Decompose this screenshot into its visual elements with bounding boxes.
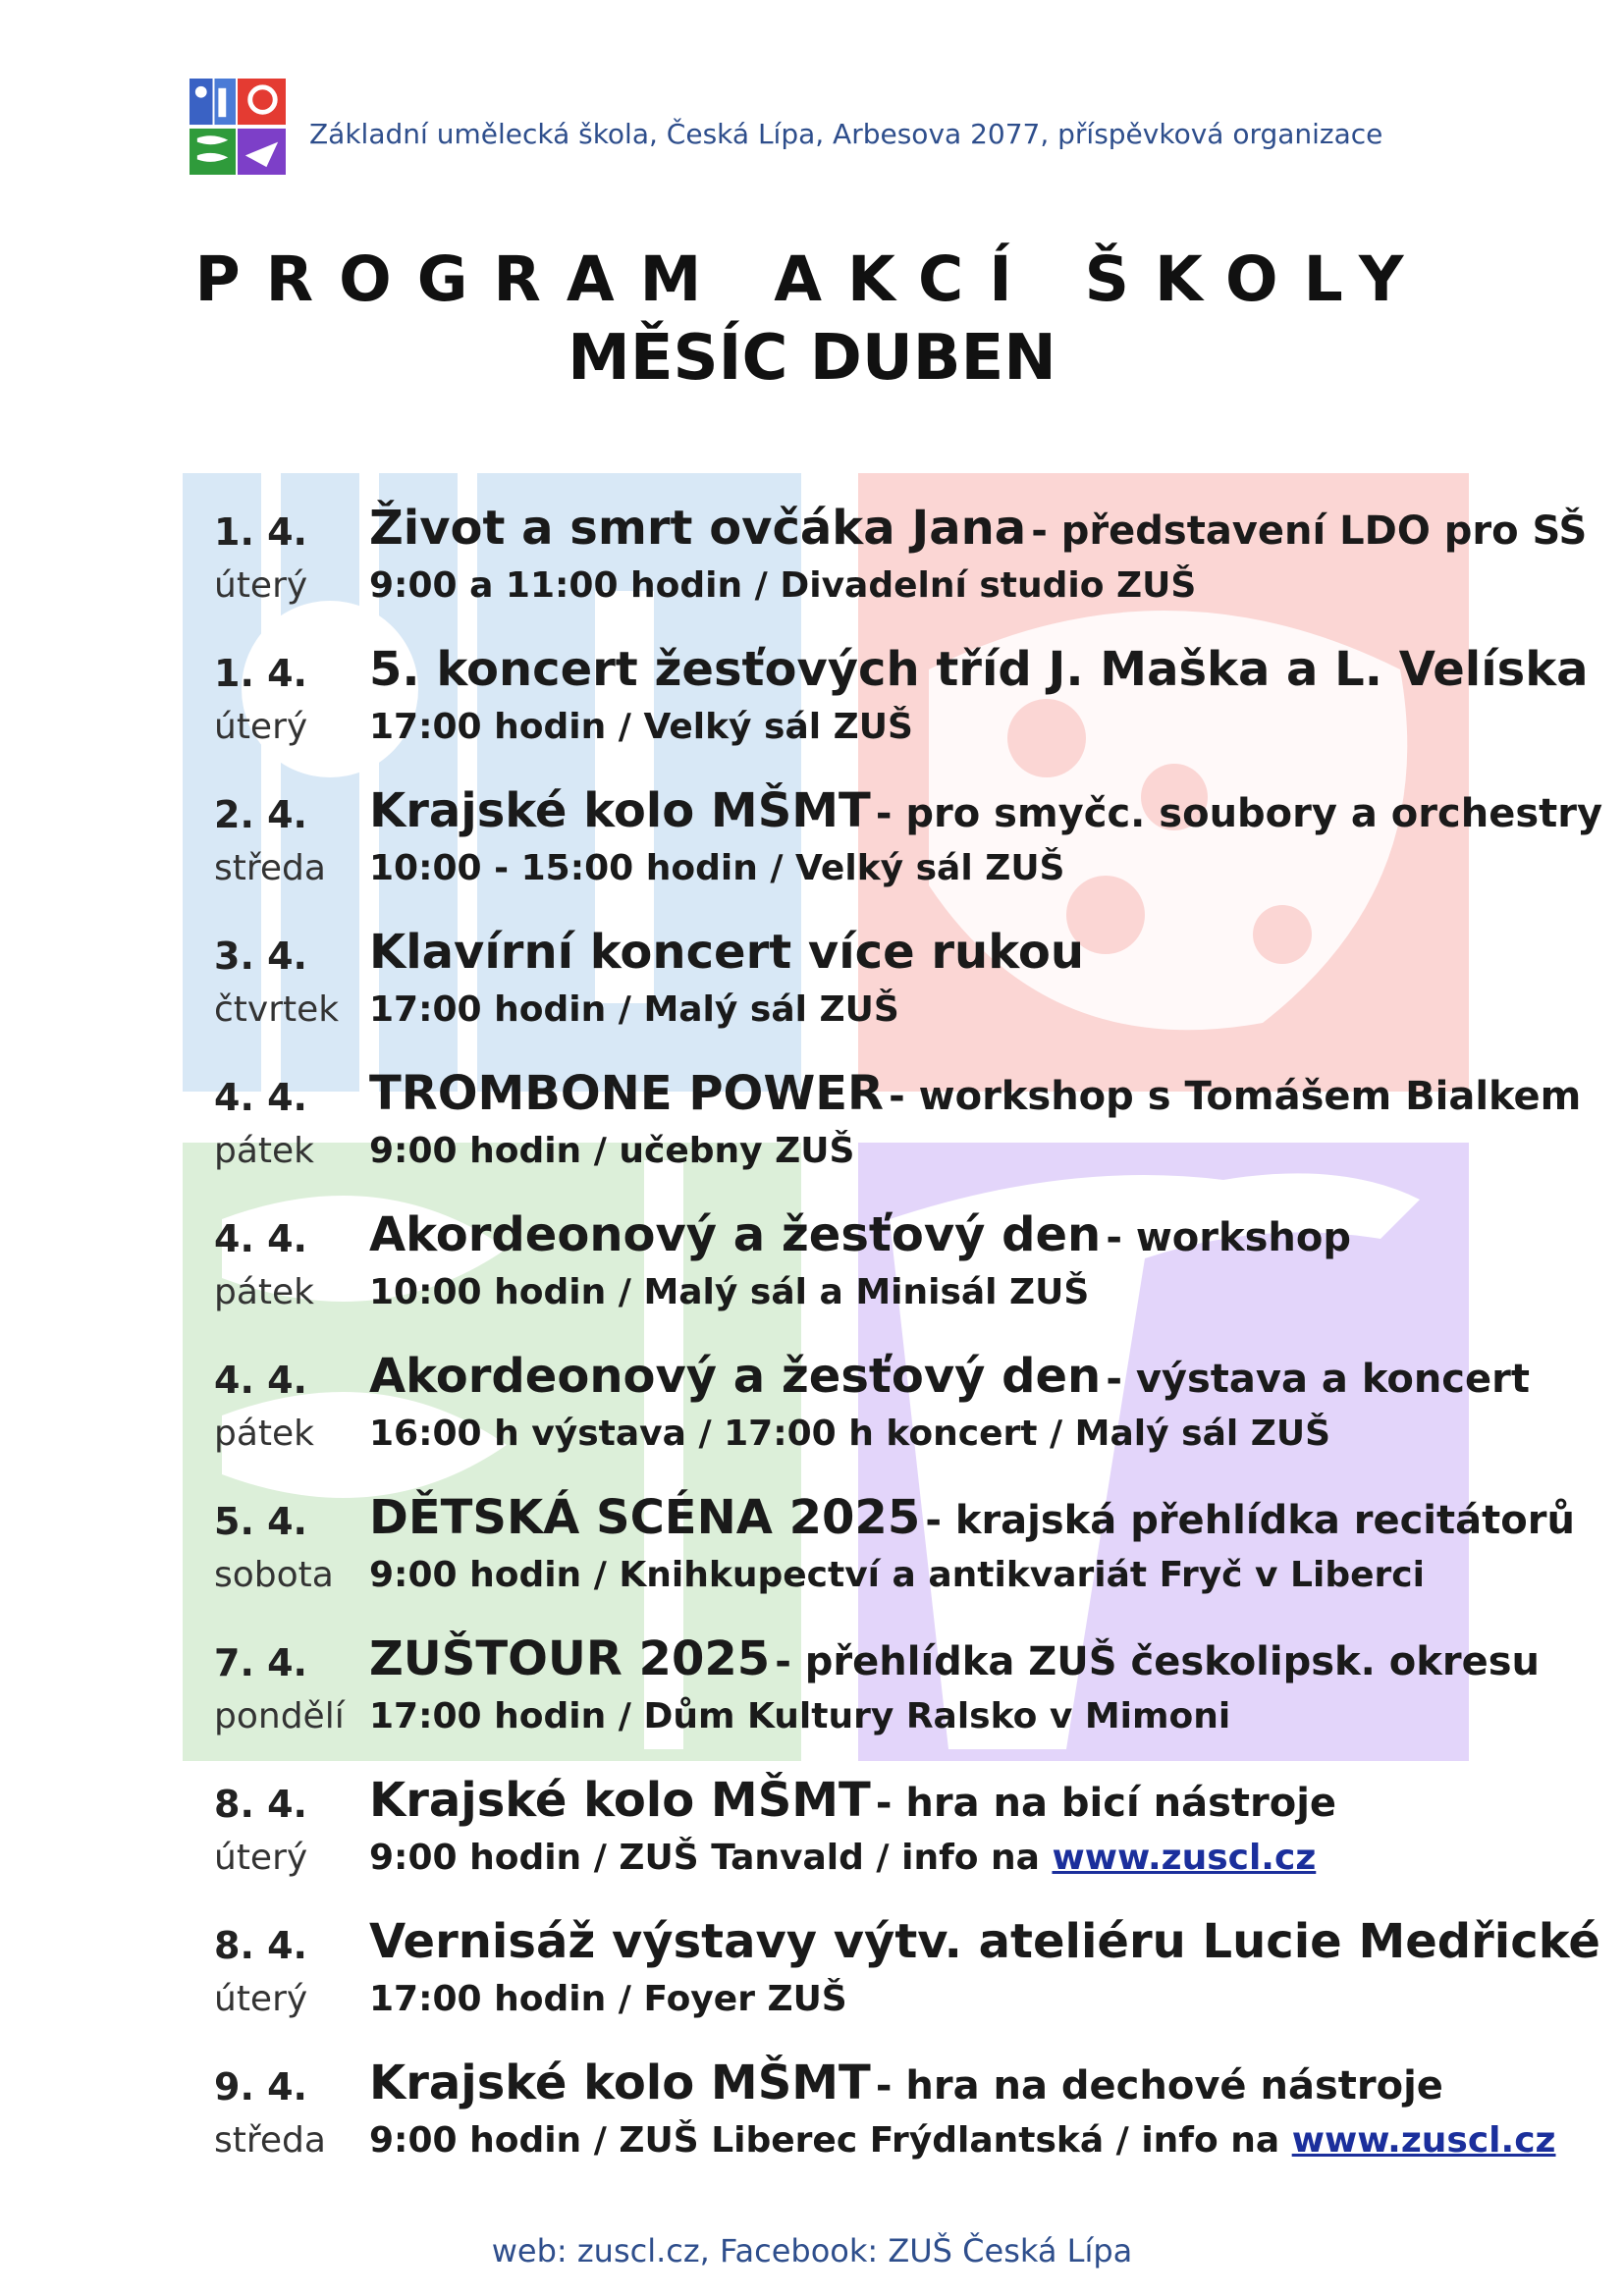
event-details-text: 9:00 hodin / ZUŠ Tanvald / info na bbox=[369, 1838, 1053, 1878]
list-item bbox=[214, 1620, 1569, 1747]
list-item bbox=[214, 1054, 1582, 1182]
list-item bbox=[214, 1196, 1569, 1323]
list-item bbox=[214, 772, 1603, 899]
event-date: 9. 4. bbox=[214, 2065, 307, 2109]
event-subtitle: - hra na bicí nástroje bbox=[875, 1781, 1337, 1826]
event-title: Klavírní koncert více rukou bbox=[369, 925, 1084, 980]
event-day: úterý bbox=[214, 565, 308, 606]
event-date: 1. 4. bbox=[214, 510, 307, 554]
event-day: sobota bbox=[214, 1555, 334, 1595]
event-title: 5. koncert žesťových tříd J. Maška a L. Velíska bbox=[369, 642, 1589, 697]
event-title: TROMBONE POWER bbox=[369, 1066, 885, 1121]
event-details-text: 9:00 a 11:00 hodin / Divadelní studio ZUŠ bbox=[369, 565, 1197, 606]
event-details bbox=[369, 707, 913, 747]
event-day: středa bbox=[214, 848, 326, 888]
event-date: 8. 4. bbox=[214, 1783, 307, 1826]
event-subtitle: - workshop s Tomášem Bialkem bbox=[889, 1074, 1582, 1119]
event-day: úterý bbox=[214, 1838, 308, 1878]
event-heading bbox=[369, 783, 1602, 838]
event-day: úterý bbox=[214, 707, 308, 747]
event-details bbox=[369, 1272, 1089, 1312]
event-heading bbox=[369, 925, 1084, 980]
event-title: Život a smrt ovčáka Jana bbox=[369, 501, 1027, 556]
event-title: DĚTSKÁ SCÉNA 2025 bbox=[369, 1490, 921, 1545]
event-subtitle: - pro smyčc. soubory a orchestry bbox=[875, 791, 1603, 836]
event-heading bbox=[369, 1914, 1600, 1969]
event-title: Akordeonový a žesťový den bbox=[369, 1207, 1102, 1262]
event-date: 4. 4. bbox=[214, 1359, 307, 1402]
event-title: Vernisáž výstavy výtv. ateliéru Lucie Medřické bbox=[369, 1914, 1600, 1969]
event-title: Akordeonový a žesťový den bbox=[369, 1349, 1102, 1404]
event-details-text: 9:00 hodin / ZUŠ Liberec Frýdlantská / info na bbox=[369, 2120, 1292, 2161]
event-heading bbox=[369, 1773, 1336, 1828]
list-item bbox=[214, 913, 1569, 1041]
event-heading bbox=[369, 1490, 1575, 1545]
event-details-text: 9:00 hodin / učebny ZUŠ bbox=[369, 1131, 855, 1171]
event-details bbox=[369, 2120, 1556, 2161]
event-details bbox=[369, 1555, 1425, 1595]
event-day: pátek bbox=[214, 1131, 315, 1171]
event-title: Krajské kolo MŠMT bbox=[369, 783, 871, 838]
event-day: pátek bbox=[214, 1272, 315, 1312]
school-name: Základní umělecká škola, Česká Lípa, Arbesova 2077, příspěvková organizace bbox=[309, 118, 1383, 150]
event-date: 1. 4. bbox=[214, 652, 307, 695]
event-day: pondělí bbox=[214, 1696, 345, 1736]
event-heading bbox=[369, 642, 1589, 697]
event-heading bbox=[369, 1349, 1530, 1404]
event-details bbox=[369, 1979, 847, 2019]
event-details-text: 9:00 hodin / Knihkupectví a antikvariát Fryč v Liberci bbox=[369, 1555, 1425, 1595]
event-subtitle: - představení LDO pro SŠ bbox=[1031, 508, 1588, 554]
list-item bbox=[214, 1478, 1575, 1606]
list-item bbox=[214, 630, 1589, 758]
event-date: 7. 4. bbox=[214, 1641, 307, 1684]
list-item bbox=[214, 1761, 1569, 1889]
event-date: 2. 4. bbox=[214, 793, 307, 836]
website-link[interactable]: www.zuscl.cz bbox=[1052, 1838, 1317, 1878]
list-item bbox=[214, 1902, 1600, 2030]
event-subtitle: - workshop bbox=[1106, 1215, 1351, 1260]
event-details bbox=[369, 1131, 854, 1171]
list-item bbox=[214, 2044, 1569, 2171]
event-heading bbox=[369, 1066, 1581, 1121]
event-subtitle: - krajská přehlídka recitátorů bbox=[925, 1498, 1575, 1543]
event-details bbox=[369, 989, 899, 1030]
event-date: 8. 4. bbox=[214, 1924, 307, 1967]
event-details bbox=[369, 1414, 1330, 1454]
event-heading bbox=[369, 501, 1587, 556]
event-details-text: 16:00 h výstava / 17:00 h koncert / Malý sál ZUŠ bbox=[369, 1414, 1330, 1454]
event-date: 5. 4. bbox=[214, 1500, 307, 1543]
event-day: středa bbox=[214, 2120, 326, 2161]
event-details-text: 10:00 hodin / Malý sál a Minisál ZUŠ bbox=[369, 1272, 1090, 1312]
event-details-text: 17:00 hodin / Velký sál ZUŠ bbox=[369, 707, 913, 747]
event-details-text: 10:00 - 15:00 hodin / Velký sál ZUŠ bbox=[369, 848, 1065, 888]
event-details bbox=[369, 565, 1196, 606]
event-day: pátek bbox=[214, 1414, 315, 1454]
event-day: čtvrtek bbox=[214, 989, 340, 1030]
event-details bbox=[369, 1838, 1316, 1878]
event-date: 4. 4. bbox=[214, 1217, 307, 1260]
page-subtitle: MĚSÍC DUBEN bbox=[568, 322, 1056, 395]
page-title: PROGRAM AKCÍ ŠKOLY bbox=[194, 243, 1430, 315]
page-footer: web: zuscl.cz, Facebook: ZUŠ Česká Lípa bbox=[491, 2232, 1133, 2269]
list-item bbox=[214, 489, 1588, 616]
event-day: úterý bbox=[214, 1979, 308, 2019]
event-title: Krajské kolo MŠMT bbox=[369, 1773, 871, 1828]
event-details bbox=[369, 1696, 1230, 1736]
event-subtitle: - přehlídka ZUŠ českolipsk. okresu bbox=[775, 1639, 1540, 1684]
event-title: Krajské kolo MŠMT bbox=[369, 2056, 871, 2110]
event-subtitle: - výstava a koncert bbox=[1106, 1357, 1530, 1402]
event-title: ZUŠTOUR 2025 bbox=[369, 1631, 771, 1686]
event-heading bbox=[369, 1631, 1540, 1686]
website-link[interactable]: www.zuscl.cz bbox=[1291, 2120, 1556, 2161]
event-details-text: 17:00 hodin / Dům Kultury Ralsko v Mimoni bbox=[369, 1696, 1231, 1736]
event-date: 4. 4. bbox=[214, 1076, 307, 1119]
event-date: 3. 4. bbox=[214, 934, 307, 978]
event-subtitle: - hra na dechové nástroje bbox=[875, 2063, 1443, 2109]
event-details bbox=[369, 848, 1065, 888]
event-details-text: 17:00 hodin / Malý sál ZUŠ bbox=[369, 989, 899, 1030]
event-details-text: 17:00 hodin / Foyer ZUŠ bbox=[369, 1979, 847, 2019]
event-heading bbox=[369, 1207, 1351, 1262]
event-heading bbox=[369, 2056, 1443, 2110]
list-item bbox=[214, 1337, 1569, 1465]
